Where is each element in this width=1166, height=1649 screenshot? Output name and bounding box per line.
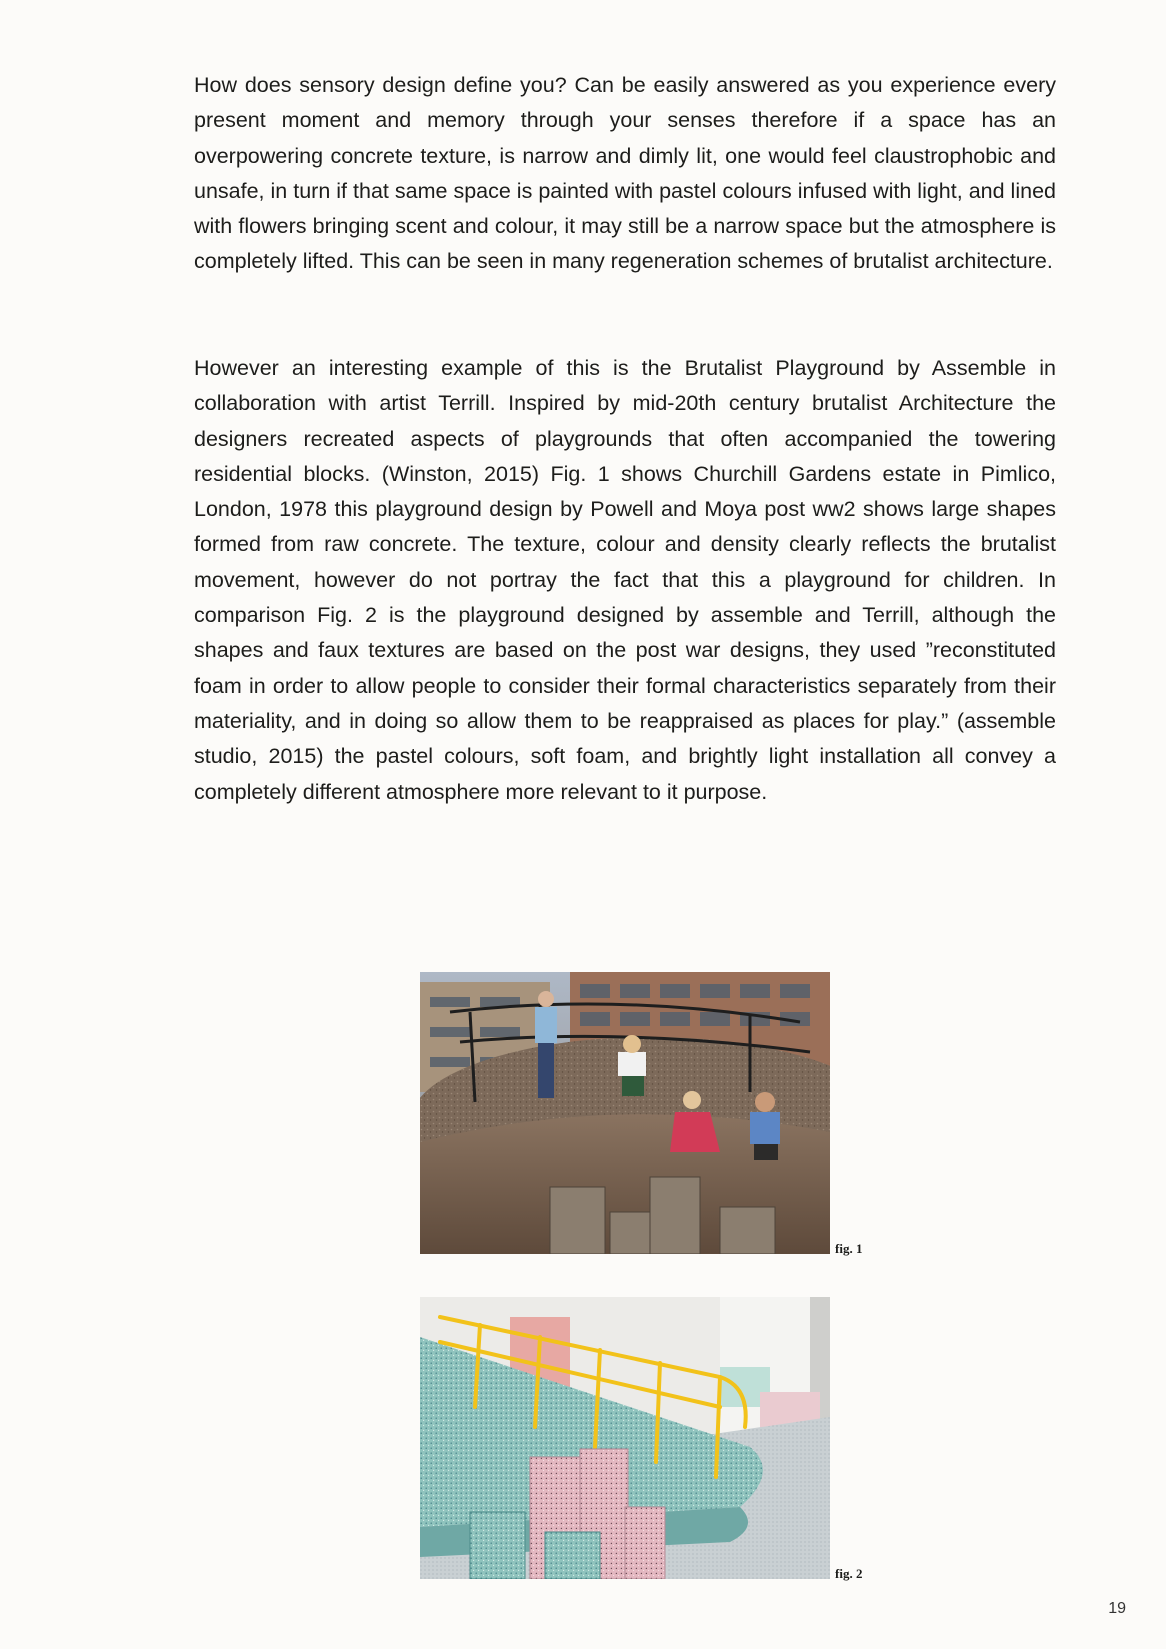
body-paragraph-1: How does sensory design define you? Can be easily answered as you experience every present moment and memory through your senses therefore if a space has an overpowering concrete texture, is narrow and dimly lit, one would feel claustrophobic and unsafe, in turn if that same space is painted with pastel colours infused with light, and lined with flowers bringing scent and colour, it may still be a narrow space but the atmosphere is completely lifted. This can be seen in many regeneration schemes of brutalist architecture. (194, 73, 1056, 274)
body-paragraph-2: However an interesting example of this is the Brutalist Playground by Assemble in collaboration with artist Terrill. Inspired by mid-20th century brutalist Architecture the designers recreated aspects of playgrounds that often accompanied the towering residential blocks. (Winston, 2015) Fig. 1 shows Churchill Gardens estate in Pimlico, London, 1978 this playground design by Powell and Moya post ww2 shows large shapes formed from raw concrete. The texture, colour and density clearly reflects the brutalist movement, however do not portray the fact that this a playground for children. In comparison Fig. 2 is the playground designed by assemble and Terrill, although the shapes and faux textures are based on the post war designs, they used ”reconstituted foam in order to allow people to consider their formal characteristics separately from their materiality, and in doing so allow them to be reappraised as places for play.” (assemble studio, 2015) the pastel colours, soft foam, and brightly light installation all convey a completely different atmosphere more relevant to it purpose. (194, 356, 1056, 804)
figure-2-photo (420, 1297, 830, 1579)
figure-2-caption: fig. 2 (835, 1566, 863, 1581)
figure-2-illustration (420, 1297, 830, 1579)
page-number: 19 (1108, 1600, 1126, 1617)
figure-1-caption: fig. 1 (835, 1241, 863, 1256)
figure-1-illustration (420, 972, 830, 1254)
figure-1-photo (420, 972, 830, 1254)
